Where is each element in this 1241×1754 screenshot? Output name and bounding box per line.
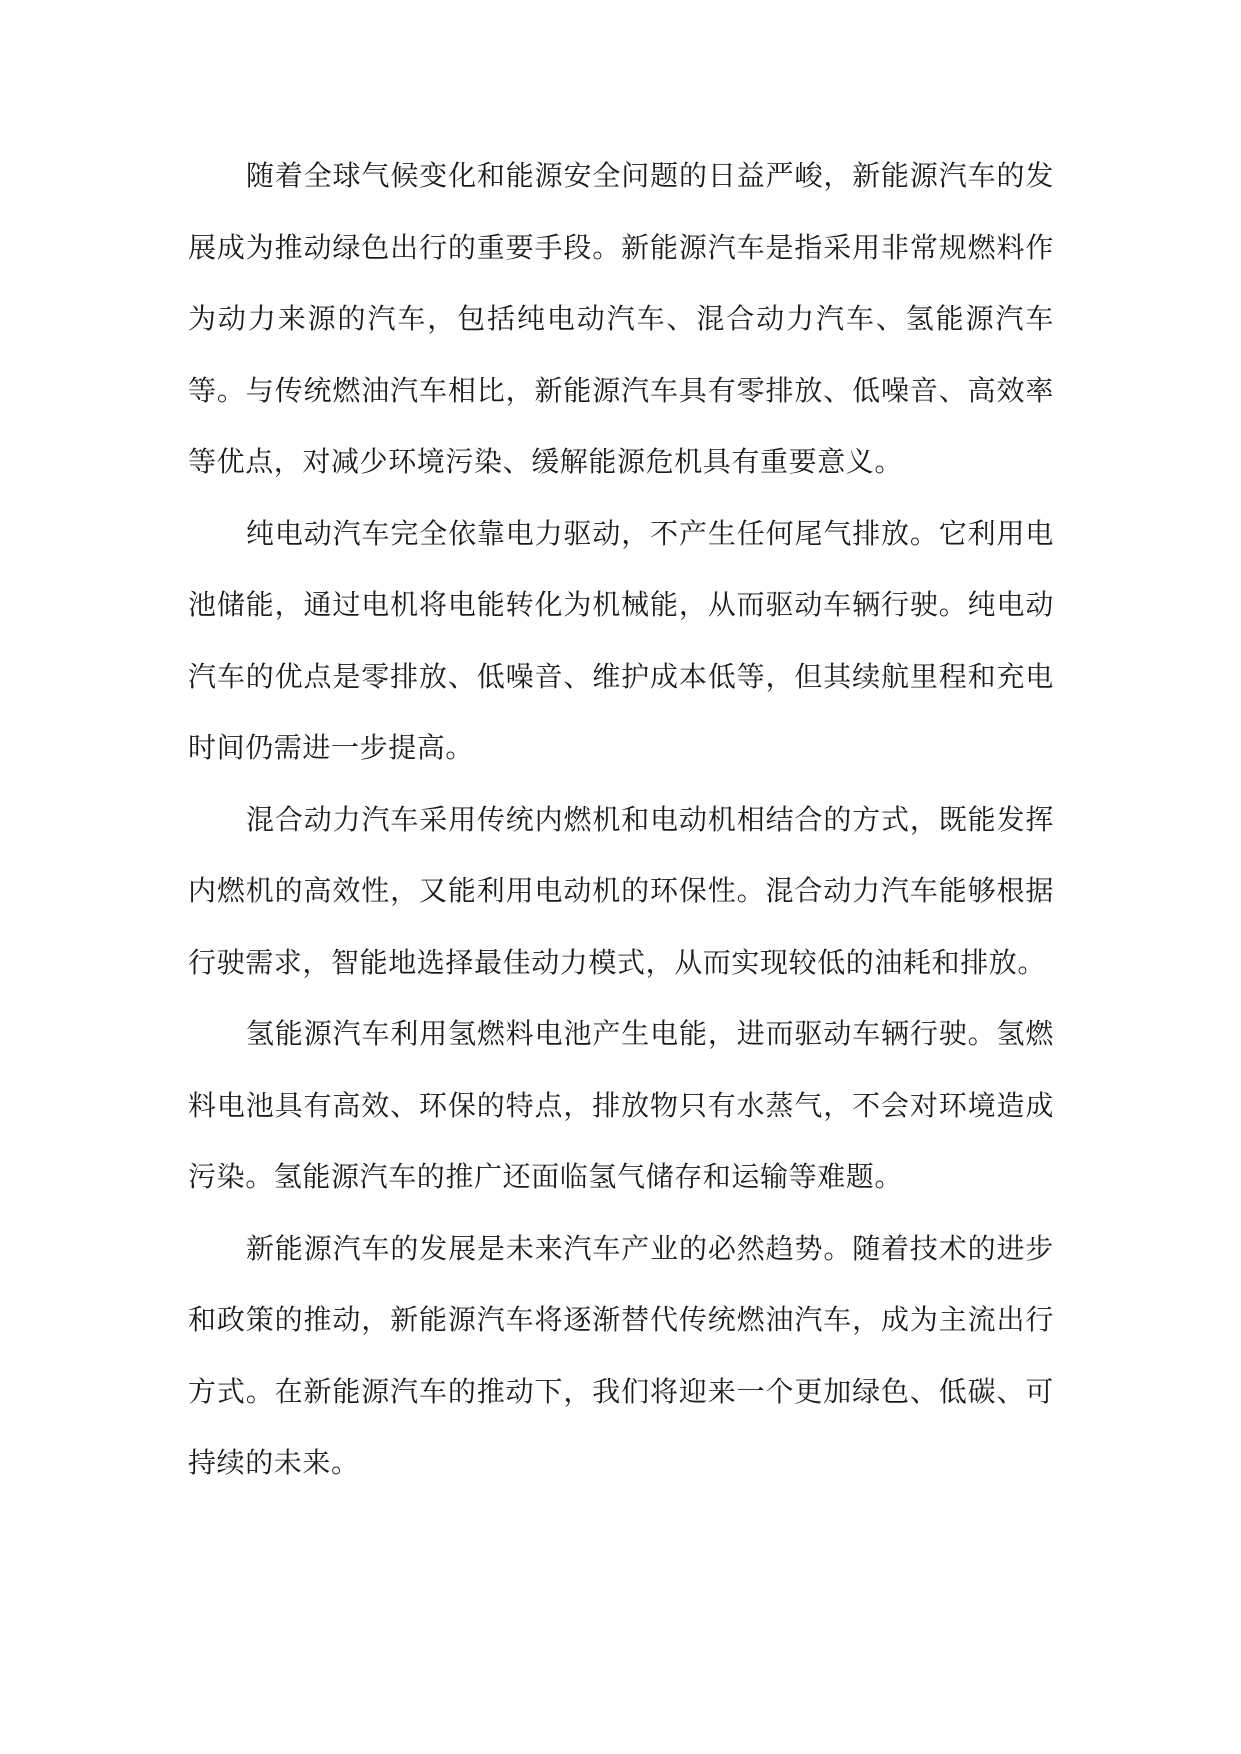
paragraph-hybrid: 混合动力汽车采用传统内燃机和电动机相结合的方式，既能发挥内燃机的高效性，又能利用电动机的环保性。混合动力汽车能够根据行驶需求，智能地选择最佳动力模式，从而实现较低的油耗和排放。 (188, 802, 1054, 979)
paragraph-battery-electric: 纯电动汽车完全依靠电力驱动，不产生任何尾气排放。它利用电池储能，通过电机将电能转化为机械能，从而驱动车辆行驶。纯电动汽车的优点是零排放、低噪音、维护成本低等，但其续航里程和充电时间仍需进一步提高。 (188, 516, 1054, 764)
paragraph-hydrogen: 氢能源汽车利用氢燃料电池产生电能，进而驱动车辆行驶。氢燃料电池具有高效、环保的特点，排放物只有水蒸气，不会对环境造成污染。氢能源汽车的推广还面临氢气储存和运输等难题。 (188, 1017, 1054, 1193)
document-body (188, 140, 1054, 1499)
paragraph-intro: 随着全球气候变化和能源安全问题的日益严峻，新能源汽车的发展成为推动绿色出行的重要手段。新能源汽车是指采用非常规燃料作为动力来源的汽车，包括纯电动汽车、混合动力汽车、氢能源汽车等。与传统燃油汽车相比，新能源汽车具有零排放、低噪音、高效率等优点，对减少环境污染、缓解能源危机具有重要意义。 (188, 159, 1054, 478)
paragraph-conclusion: 新能源汽车的发展是未来汽车产业的必然趋势。随着技术的进步和政策的推动，新能源汽车将逐渐替代传统燃油汽车，成为主流出行方式。在新能源汽车的推动下，我们将迎来一个更加绿色、低碳、可持续的未来。 (188, 1231, 1054, 1479)
